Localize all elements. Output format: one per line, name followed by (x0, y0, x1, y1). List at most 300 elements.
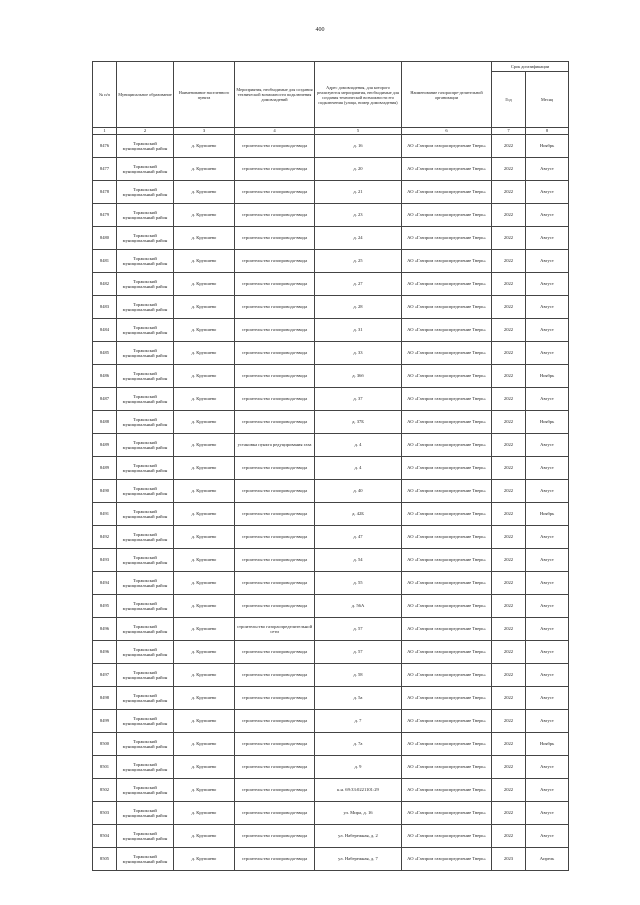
month-cell: Август (526, 342, 569, 365)
organization-cell: АО «Газпром газораспределение Тверь» (402, 204, 492, 227)
year-cell: 2022 (492, 480, 526, 503)
address-cell: д. 27 (315, 273, 402, 296)
settlement-cell: д. Крупшево (174, 848, 235, 871)
table-row (93, 664, 569, 687)
year-cell: 2022 (492, 664, 526, 687)
table-row (93, 503, 569, 526)
municipality-cell: Торжокский муниципальный район (117, 549, 174, 572)
municipality-cell: Торжокский муниципальный район (117, 848, 174, 871)
municipality-cell: Торжокский муниципальный район (117, 503, 174, 526)
month-cell: Август (526, 227, 569, 250)
address-cell: д. 7 (315, 710, 402, 733)
settlement-cell: д. Крупшево (174, 158, 235, 181)
measure-cell: строительство газопровода-ввода (235, 204, 315, 227)
year-cell: 2022 (492, 227, 526, 250)
month-cell: Август (526, 756, 569, 779)
municipality-cell: Торжокский муниципальный район (117, 664, 174, 687)
table-row (93, 388, 569, 411)
settlement-cell: д. Крупшево (174, 641, 235, 664)
municipality-cell: Торжокский муниципальный район (117, 641, 174, 664)
organization-cell: АО «Газпром газораспределение Тверь» (402, 296, 492, 319)
municipality-cell: Торжокский муниципальный район (117, 365, 174, 388)
address-cell: д. 5а (315, 687, 402, 710)
year-cell: 2022 (492, 181, 526, 204)
row-number-cell: 8500 (93, 733, 117, 756)
month-cell: Август (526, 641, 569, 664)
column-number-row (93, 128, 569, 135)
table-row (93, 480, 569, 503)
row-number-cell: 8503 (93, 802, 117, 825)
year-cell: 2022 (492, 273, 526, 296)
month-cell: Август (526, 549, 569, 572)
organization-cell: АО «Газпром газораспределение Тверь» (402, 618, 492, 641)
year-cell: 2022 (492, 618, 526, 641)
month-cell: Август (526, 779, 569, 802)
month-cell: Август (526, 710, 569, 733)
organization-cell: АО «Газпром газораспределение Тверь» (402, 641, 492, 664)
month-cell: Ноябрь (526, 135, 569, 158)
measure-cell: строительство газопровода-ввода (235, 572, 315, 595)
column-number: 1 (93, 128, 117, 135)
year-cell: 2022 (492, 756, 526, 779)
month-cell: Август (526, 250, 569, 273)
table-row (93, 319, 569, 342)
settlement-cell: д. Крупшево (174, 687, 235, 710)
year-cell: 2022 (492, 434, 526, 457)
row-number-cell: 8493 (93, 549, 117, 572)
row-number-cell: 8497 (93, 664, 117, 687)
row-number-cell: 8501 (93, 756, 117, 779)
month-cell: Август (526, 687, 569, 710)
measure-cell: строительство газопровода-ввода (235, 848, 315, 871)
table-row (93, 802, 569, 825)
column-number: 8 (526, 128, 569, 135)
month-cell: Ноябрь (526, 411, 569, 434)
organization-cell: АО «Газпром газораспределение Тверь» (402, 549, 492, 572)
organization-cell: АО «Газпром газораспределение Тверь» (402, 687, 492, 710)
header-municipality: Муниципальное образование (117, 62, 174, 128)
measure-cell: строительство газопровода-ввода (235, 526, 315, 549)
month-cell: Август (526, 595, 569, 618)
year-cell: 2022 (492, 411, 526, 434)
table-row (93, 710, 569, 733)
table-row (93, 411, 569, 434)
address-cell: д. 58 (315, 664, 402, 687)
table-row (93, 825, 569, 848)
settlement-cell: д. Крупшево (174, 342, 235, 365)
measure-cell: строительство газопровода-ввода (235, 135, 315, 158)
municipality-cell: Торжокский муниципальный район (117, 411, 174, 434)
measure-cell: строительство газопровода-ввода (235, 641, 315, 664)
municipality-cell: Торжокский муниципальный район (117, 733, 174, 756)
table-row (93, 848, 569, 871)
settlement-cell: д. Крупшево (174, 802, 235, 825)
header-org: Наименование газораспре-делительной организации (402, 62, 492, 128)
table-row (93, 273, 569, 296)
address-cell: д. 37 (315, 388, 402, 411)
municipality-cell: Торжокский муниципальный район (117, 779, 174, 802)
table-row (93, 434, 569, 457)
year-cell: 2022 (492, 457, 526, 480)
address-cell: д. 28 (315, 296, 402, 319)
settlement-cell: д. Крупшево (174, 434, 235, 457)
month-cell: Август (526, 204, 569, 227)
table-row (93, 595, 569, 618)
row-number-cell: 8476 (93, 135, 117, 158)
month-cell: Август (526, 273, 569, 296)
year-cell: 2022 (492, 802, 526, 825)
row-number-cell: 8489 (93, 434, 117, 457)
municipality-cell: Торжокский муниципальный район (117, 273, 174, 296)
row-number-cell: 8477 (93, 158, 117, 181)
year-cell: 2022 (492, 526, 526, 549)
measure-cell: строительство газопровода-ввода (235, 779, 315, 802)
measure-cell: строительство газопровода-ввода (235, 710, 315, 733)
header-deadline-group: Срок догазификации (492, 62, 569, 72)
year-cell: 2022 (492, 204, 526, 227)
municipality-cell: Торжокский муниципальный район (117, 434, 174, 457)
address-cell: д. 25 (315, 250, 402, 273)
settlement-cell: д. Крупшево (174, 227, 235, 250)
row-number-cell: 8485 (93, 342, 117, 365)
settlement-cell: д. Крупшево (174, 135, 235, 158)
address-cell: д. 9 (315, 756, 402, 779)
settlement-cell: д. Крупшево (174, 319, 235, 342)
settlement-cell: д. Крупшево (174, 779, 235, 802)
organization-cell: АО «Газпром газораспределение Тверь» (402, 572, 492, 595)
table-row (93, 135, 569, 158)
row-number-cell: 8483 (93, 296, 117, 319)
table-row (93, 756, 569, 779)
settlement-cell: д. Крупшево (174, 595, 235, 618)
municipality-cell: Торжокский муниципальный район (117, 342, 174, 365)
measure-cell: строительство газопровода-ввода (235, 825, 315, 848)
row-number-cell: 8489 (93, 457, 117, 480)
settlement-cell: д. Крупшево (174, 549, 235, 572)
organization-cell: АО «Газпром газораспределение Тверь» (402, 779, 492, 802)
measure-cell: строительство газопровода-ввода (235, 411, 315, 434)
measure-cell: строительство газопровода-ввода (235, 388, 315, 411)
address-cell: ул. Мира, д. 16 (315, 802, 402, 825)
municipality-cell: Торжокский муниципальный район (117, 319, 174, 342)
month-cell: Август (526, 388, 569, 411)
settlement-cell: д. Крупшево (174, 388, 235, 411)
address-cell: д. 54 (315, 549, 402, 572)
year-cell: 2022 (492, 572, 526, 595)
table-row (93, 296, 569, 319)
municipality-cell: Торжокский муниципальный район (117, 618, 174, 641)
measure-cell: строительство газопровода-ввода (235, 733, 315, 756)
settlement-cell: д. Крупшево (174, 710, 235, 733)
measure-cell: строительство газопровода-ввода (235, 181, 315, 204)
row-number-cell: 8502 (93, 779, 117, 802)
header-num: № п/п (93, 62, 117, 128)
organization-cell: АО «Газпром газораспределение Тверь» (402, 848, 492, 871)
address-cell: д. 4 (315, 434, 402, 457)
settlement-cell: д. Крупшево (174, 825, 235, 848)
table-row (93, 549, 569, 572)
year-cell: 2022 (492, 503, 526, 526)
row-number-cell: 8479 (93, 204, 117, 227)
measure-cell: строительство газопровода-ввода (235, 756, 315, 779)
address-cell: д. 37Б (315, 411, 402, 434)
year-cell: 2022 (492, 687, 526, 710)
municipality-cell: Торжокский муниципальный район (117, 135, 174, 158)
month-cell: Август (526, 526, 569, 549)
year-cell: 2022 (492, 641, 526, 664)
municipality-cell: Торжокский муниципальный район (117, 388, 174, 411)
address-cell: д. 20 (315, 158, 402, 181)
row-number-cell: 8480 (93, 227, 117, 250)
settlement-cell: д. Крупшево (174, 480, 235, 503)
settlement-cell: д. Крупшево (174, 503, 235, 526)
row-number-cell: 8486 (93, 365, 117, 388)
year-cell: 2022 (492, 296, 526, 319)
settlement-cell: д. Крупшево (174, 296, 235, 319)
table-row (93, 181, 569, 204)
settlement-cell: д. Крупшево (174, 250, 235, 273)
month-cell: Август (526, 618, 569, 641)
year-cell: 2023 (492, 848, 526, 871)
organization-cell: АО «Газпром газораспределение Тверь» (402, 733, 492, 756)
organization-cell: АО «Газпром газораспределение Тверь» (402, 319, 492, 342)
organization-cell: АО «Газпром газораспределение Тверь» (402, 365, 492, 388)
row-number-cell: 8499 (93, 710, 117, 733)
month-cell: Ноябрь (526, 365, 569, 388)
row-number-cell: 8482 (93, 273, 117, 296)
month-cell: Август (526, 158, 569, 181)
measure-cell: строительство газопровода-ввода (235, 802, 315, 825)
table-row (93, 365, 569, 388)
table-row (93, 342, 569, 365)
month-cell: Август (526, 296, 569, 319)
address-cell: д. 55 (315, 572, 402, 595)
measure-cell: строительство газопровода-ввода (235, 319, 315, 342)
measure-cell: строительство газопровода-ввода (235, 664, 315, 687)
address-cell: д. 23 (315, 204, 402, 227)
organization-cell: АО «Газпром газораспределение Тверь» (402, 756, 492, 779)
municipality-cell: Торжокский муниципальный район (117, 204, 174, 227)
organization-cell: АО «Газпром газораспределение Тверь» (402, 411, 492, 434)
column-number: 4 (235, 128, 315, 135)
municipality-cell: Торжокский муниципальный район (117, 526, 174, 549)
year-cell: 2022 (492, 342, 526, 365)
settlement-cell: д. Крупшево (174, 411, 235, 434)
organization-cell: АО «Газпром газораспределение Тверь» (402, 595, 492, 618)
organization-cell: АО «Газпром газораспределение Тверь» (402, 526, 492, 549)
organization-cell: АО «Газпром газораспределение Тверь» (402, 503, 492, 526)
month-cell: Август (526, 181, 569, 204)
month-cell: Август (526, 825, 569, 848)
settlement-cell: д. Крупшево (174, 572, 235, 595)
settlement-cell: д. Крупшево (174, 618, 235, 641)
row-number-cell: 8488 (93, 411, 117, 434)
row-number-cell: 8505 (93, 848, 117, 871)
header-month: Месяц (526, 72, 569, 128)
settlement-cell: д. Крупшево (174, 204, 235, 227)
month-cell: Август (526, 664, 569, 687)
measure-cell: строительство газораспределительной сети (235, 618, 315, 641)
address-cell: д. 36б (315, 365, 402, 388)
measure-cell: строительство газопровода-ввода (235, 227, 315, 250)
table-row (93, 526, 569, 549)
settlement-cell: д. Крупшево (174, 526, 235, 549)
year-cell: 2022 (492, 825, 526, 848)
measure-cell: строительство газопровода-ввода (235, 365, 315, 388)
measure-cell: строительство газопровода-ввода (235, 158, 315, 181)
row-number-cell: 8491 (93, 503, 117, 526)
address-cell: к.н. 69:33:0221101:29 (315, 779, 402, 802)
column-number: 5 (315, 128, 402, 135)
municipality-cell: Торжокский муниципальный район (117, 457, 174, 480)
measure-cell: строительство газопровода-ввода (235, 595, 315, 618)
address-cell: д. 33 (315, 342, 402, 365)
year-cell: 2022 (492, 365, 526, 388)
organization-cell: АО «Газпром газораспределение Тверь» (402, 664, 492, 687)
address-cell: д. 47 (315, 526, 402, 549)
month-cell: Ноябрь (526, 503, 569, 526)
year-cell: 2022 (492, 733, 526, 756)
table-row (93, 158, 569, 181)
settlement-cell: д. Крупшево (174, 733, 235, 756)
month-cell: Август (526, 802, 569, 825)
row-number-cell: 8496 (93, 641, 117, 664)
measure-cell: строительство газопровода-ввода (235, 687, 315, 710)
organization-cell: АО «Газпром газораспределение Тверь» (402, 342, 492, 365)
year-cell: 2022 (492, 779, 526, 802)
address-cell: д. 57 (315, 641, 402, 664)
month-cell: Август (526, 434, 569, 457)
municipality-cell: Торжокский муниципальный район (117, 802, 174, 825)
address-cell: д. 31 (315, 319, 402, 342)
municipality-cell: Торжокский муниципальный район (117, 227, 174, 250)
address-cell: д. 57 (315, 618, 402, 641)
year-cell: 2022 (492, 250, 526, 273)
column-number: 7 (492, 128, 526, 135)
municipality-cell: Торжокский муниципальный район (117, 595, 174, 618)
year-cell: 2022 (492, 135, 526, 158)
year-cell: 2022 (492, 549, 526, 572)
municipality-cell: Торжокский муниципальный район (117, 572, 174, 595)
gasification-table (92, 61, 569, 871)
row-number-cell: 8496 (93, 618, 117, 641)
table-row (93, 250, 569, 273)
header-measures: Мероприятия, необходимые для создания технической возможности подключения домовладений (235, 62, 315, 128)
header-settlement: Наименование населенного пункта (174, 62, 235, 128)
measure-cell: установка пункта редуцирования газа (235, 434, 315, 457)
organization-cell: АО «Газпром газораспределение Тверь» (402, 135, 492, 158)
municipality-cell: Торжокский муниципальный район (117, 756, 174, 779)
municipality-cell: Торжокский муниципальный район (117, 687, 174, 710)
year-cell: 2022 (492, 158, 526, 181)
table-row (93, 618, 569, 641)
organization-cell: АО «Газпром газораспределение Тверь» (402, 710, 492, 733)
address-cell: ул. Набережная, д. 2 (315, 825, 402, 848)
column-number: 3 (174, 128, 235, 135)
address-cell: д. 16 (315, 135, 402, 158)
address-cell: д. 40 (315, 480, 402, 503)
address-cell: д. 56А (315, 595, 402, 618)
settlement-cell: д. Крупшево (174, 457, 235, 480)
year-cell: 2022 (492, 319, 526, 342)
measure-cell: строительство газопровода-ввода (235, 480, 315, 503)
column-number: 6 (402, 128, 492, 135)
municipality-cell: Торжокский муниципальный район (117, 181, 174, 204)
table-row (93, 687, 569, 710)
row-number-cell: 8481 (93, 250, 117, 273)
settlement-cell: д. Крупшево (174, 756, 235, 779)
month-cell: Август (526, 480, 569, 503)
measure-cell: строительство газопровода-ввода (235, 503, 315, 526)
month-cell: Август (526, 319, 569, 342)
measure-cell: строительство газопровода-ввода (235, 273, 315, 296)
address-cell: д. 7а (315, 733, 402, 756)
measure-cell: строительство газопровода-ввода (235, 549, 315, 572)
row-number-cell: 8504 (93, 825, 117, 848)
municipality-cell: Торжокский муниципальный район (117, 296, 174, 319)
table-row (93, 779, 569, 802)
header-address: Адрес домовладения, для которого реализуются мероприятия, необходимые для создания технической возможности его подключения (улица, номер домовладения) (315, 62, 402, 128)
row-number-cell: 8492 (93, 526, 117, 549)
table-row (93, 204, 569, 227)
table-row (93, 227, 569, 250)
month-cell: Ноябрь (526, 733, 569, 756)
organization-cell: АО «Газпром газораспределение Тверь» (402, 273, 492, 296)
row-number-cell: 8494 (93, 572, 117, 595)
municipality-cell: Торжокский муниципальный район (117, 250, 174, 273)
year-cell: 2022 (492, 595, 526, 618)
measure-cell: строительство газопровода-ввода (235, 457, 315, 480)
settlement-cell: д. Крупшево (174, 365, 235, 388)
page-number: 400 (315, 27, 325, 33)
municipality-cell: Торжокский муниципальный район (117, 710, 174, 733)
row-number-cell: 8490 (93, 480, 117, 503)
month-cell: Апрель (526, 848, 569, 871)
month-cell: Август (526, 572, 569, 595)
header-year: Год (492, 72, 526, 128)
measure-cell: строительство газопровода-ввода (235, 296, 315, 319)
row-number-cell: 8498 (93, 687, 117, 710)
settlement-cell: д. Крупшево (174, 273, 235, 296)
settlement-cell: д. Крупшево (174, 181, 235, 204)
measure-cell: строительство газопровода-ввода (235, 342, 315, 365)
organization-cell: АО «Газпром газораспределение Тверь» (402, 227, 492, 250)
table-row (93, 641, 569, 664)
table-row (93, 733, 569, 756)
table-row (93, 572, 569, 595)
municipality-cell: Торжокский муниципальный район (117, 480, 174, 503)
organization-cell: АО «Газпром газораспределение Тверь» (402, 250, 492, 273)
organization-cell: АО «Газпром газораспределение Тверь» (402, 388, 492, 411)
organization-cell: АО «Газпром газораспределение Тверь» (402, 480, 492, 503)
organization-cell: АО «Газпром газораспределение Тверь» (402, 825, 492, 848)
address-cell: д. 24 (315, 227, 402, 250)
month-cell: Август (526, 457, 569, 480)
organization-cell: АО «Газпром газораспределение Тверь» (402, 457, 492, 480)
measure-cell: строительство газопровода-ввода (235, 250, 315, 273)
row-number-cell: 8478 (93, 181, 117, 204)
row-number-cell: 8487 (93, 388, 117, 411)
settlement-cell: д. Крупшево (174, 664, 235, 687)
organization-cell: АО «Газпром газораспределение Тверь» (402, 181, 492, 204)
organization-cell: АО «Газпром газораспределение Тверь» (402, 158, 492, 181)
address-cell: д. 21 (315, 181, 402, 204)
address-cell: д. 42Б (315, 503, 402, 526)
address-cell: д. 4 (315, 457, 402, 480)
column-number: 2 (117, 128, 174, 135)
row-number-cell: 8495 (93, 595, 117, 618)
table-row (93, 457, 569, 480)
